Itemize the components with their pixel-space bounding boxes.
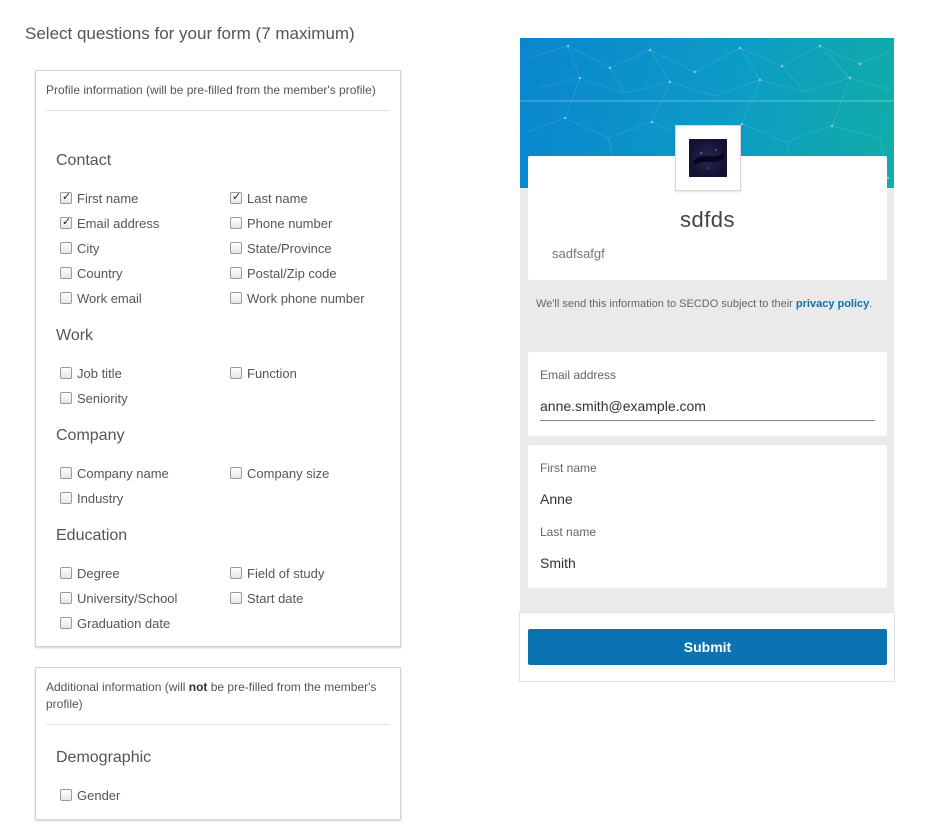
checkbox-box[interactable] <box>230 267 242 279</box>
checkbox-label: Function <box>247 365 297 381</box>
submit-area <box>519 612 895 682</box>
checkbox-work-email[interactable] <box>60 289 142 307</box>
form-preview <box>519 38 895 682</box>
checkbox-box[interactable] <box>60 789 72 801</box>
checkbox-box[interactable] <box>230 367 242 379</box>
checkbox-graduation-date[interactable] <box>60 614 170 632</box>
checkbox-box[interactable] <box>230 592 242 604</box>
group-title-work: Work <box>56 327 94 344</box>
first-name-label: First name <box>540 461 597 475</box>
checkbox-box[interactable] <box>60 492 72 504</box>
checkbox-box[interactable] <box>60 367 72 379</box>
checkbox-label: Work email <box>77 290 142 306</box>
checkbox-seniority[interactable] <box>60 389 128 407</box>
additional-panel-note <box>46 679 390 725</box>
checkbox-email-address[interactable] <box>60 214 159 232</box>
checkbox-company-size[interactable] <box>230 464 329 482</box>
privacy-text: We'll send this information to SECDO subject to their <box>536 298 796 310</box>
checkbox-box[interactable] <box>60 392 72 404</box>
checkbox-degree[interactable] <box>60 564 120 582</box>
checkbox-label: Industry <box>77 490 124 506</box>
company-description: sadfsafgf <box>552 246 605 261</box>
checkbox-box[interactable] <box>60 292 72 304</box>
note-text-end: be pre-filled from the member's profile) <box>46 680 377 711</box>
checkbox-work-phone-number[interactable] <box>230 289 365 307</box>
note-text-start: Additional information (will <box>46 680 189 694</box>
checkbox-label: Job title <box>77 365 122 381</box>
checkbox-label: Seniority <box>77 390 128 406</box>
checkbox-label: Company name <box>77 465 169 481</box>
email-underline <box>540 420 875 421</box>
submit-button[interactable]: Submit <box>528 629 887 665</box>
checkbox-first-name[interactable] <box>60 189 138 207</box>
checkbox-city[interactable] <box>60 239 99 257</box>
checkbox-industry[interactable] <box>60 489 123 507</box>
checkbox-box[interactable] <box>60 592 72 604</box>
last-name-label: Last name <box>540 525 597 539</box>
checkbox-label: Start date <box>247 590 304 606</box>
checkbox-state-province[interactable] <box>230 239 332 257</box>
last-name-field[interactable]: Smith <box>540 555 576 571</box>
group-title-contact: Contact <box>56 152 112 169</box>
profile-panel-note: Profile information (will be pre-filled from the member's profile) <box>46 82 390 111</box>
checkbox-label: Degree <box>77 565 120 581</box>
checkbox-box[interactable] <box>230 567 242 579</box>
privacy-end: . <box>869 298 873 310</box>
checkbox-last-name[interactable] <box>230 189 308 207</box>
checkbox-label: Graduation date <box>77 615 171 631</box>
email-label: Email address <box>540 368 617 382</box>
additional-information-panel <box>35 667 401 820</box>
first-name-field[interactable]: Anne <box>540 491 573 507</box>
checkbox-label: Country <box>77 265 123 281</box>
checkbox-job-title[interactable] <box>60 364 122 382</box>
email-field-card <box>528 352 887 436</box>
checkbox-box[interactable] <box>230 192 242 204</box>
checkbox-start-date[interactable] <box>230 589 303 607</box>
checkbox-label: Gender <box>77 787 121 803</box>
checkbox-box[interactable] <box>230 217 242 229</box>
checkbox-gender[interactable] <box>60 786 120 804</box>
group-title-company: Company <box>56 427 125 444</box>
checkbox-box[interactable] <box>60 617 72 629</box>
group-title-demographic: Demographic <box>56 749 152 766</box>
checkbox-postal-zip-code[interactable] <box>230 264 337 282</box>
checkbox-box[interactable] <box>60 192 72 204</box>
checkbox-country[interactable] <box>60 264 123 282</box>
email-field[interactable]: anne.smith@example.com <box>540 398 706 414</box>
group-title-education: Education <box>56 527 128 544</box>
checkbox-box[interactable] <box>60 242 72 254</box>
company-name: sdfds <box>679 207 736 232</box>
checkbox-box[interactable] <box>230 292 242 304</box>
logo-image <box>689 139 727 177</box>
name-fields-card <box>528 445 887 588</box>
checkbox-label: State/Province <box>247 240 332 256</box>
checkbox-label: Postal/Zip code <box>247 265 337 281</box>
company-logo <box>675 125 741 191</box>
checkbox-label: Email address <box>77 215 160 231</box>
checkbox-box[interactable] <box>60 267 72 279</box>
checkbox-label: Phone number <box>247 215 333 231</box>
checkbox-company-name[interactable] <box>60 464 169 482</box>
privacy-notice <box>536 296 876 312</box>
checkbox-label: City <box>77 240 100 256</box>
checkbox-label: Field of study <box>247 565 325 581</box>
checkbox-box[interactable] <box>60 217 72 229</box>
checkbox-phone-number[interactable] <box>230 214 332 232</box>
checkbox-university-school[interactable] <box>60 589 177 607</box>
checkbox-label: Last name <box>247 190 308 206</box>
page-title: Select questions for your form (7 maximum) <box>25 24 355 43</box>
privacy-policy-link[interactable]: privacy policy <box>795 298 870 310</box>
profile-information-panel <box>35 70 401 647</box>
note-text-bold: not <box>188 680 208 694</box>
logo-graphic <box>689 139 727 177</box>
checkbox-box[interactable] <box>60 467 72 479</box>
checkbox-function[interactable] <box>230 364 297 382</box>
checkbox-label: Work phone number <box>247 290 365 306</box>
checkbox-label: First name <box>77 190 139 206</box>
checkbox-box[interactable] <box>230 467 242 479</box>
checkbox-label: Company size <box>247 465 330 481</box>
checkbox-box[interactable] <box>230 242 242 254</box>
checkbox-label: University/School <box>77 590 178 606</box>
checkbox-box[interactable] <box>60 567 72 579</box>
checkbox-field-of-study[interactable] <box>230 564 324 582</box>
